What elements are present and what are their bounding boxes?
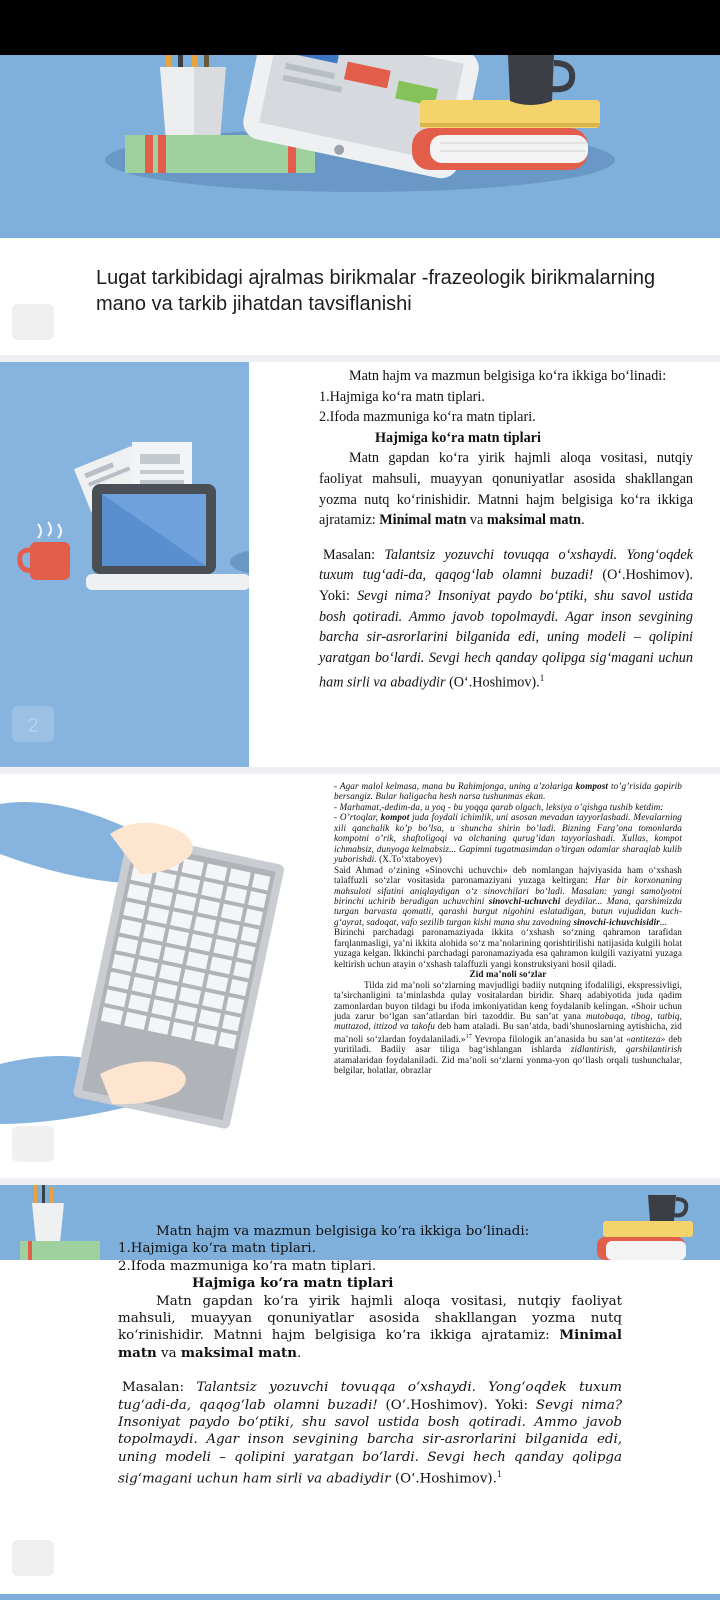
paragraph: Tilda zid ma’noli so‘zlarning mavjudligi badiiy nutqning ifodaliligi, ekspressivligi, ta’sirchanligini ta’minlashda qulay vositalardan biridir. Sharq adabiyotida juda qadim zamonlardan buyon tildagi bu ifoda imkoniyatidan keng foydalanib kelingan. «Shoir uchun juda zarur bo‘lgan san’atlardan biri tazoddir. Bu san’at yana mutobaqa, tibog, tatbiq, muttazod, ittizod va takofu deb ham ataladi. Bu san’atda, badi’shunoslarning aytishicha, zid ma’noli so‘zlardan foydalaniladi.»$^{17}$ Yevropa filologik an’anasida bu san’at «antiteza» deb yuritiladi. Badiiy asar tiliga bag‘ishlangan ishlarda zidlantirish, qarshilantirish atamalaridan foydalaniladi. Zid ma’noli so‘zlarni yonma-yon qo‘llash orqali tushunchalar, belgilar, holatlar, obrazlar bbox=[334, 979, 682, 1076]
slide-number-badge bbox=[12, 304, 54, 340]
slide-4[interactable] bbox=[0, 1185, 720, 1595]
keyboard-illustration bbox=[0, 774, 300, 1178]
paragraph: - Marhamat,-dedim-da, u yoq - bu yoqqa qarab olgach, leksiya o’qishga tushib ketdim: bbox=[334, 801, 664, 812]
laptop-illustration bbox=[0, 362, 249, 767]
list-item: 1.Hajmiga ko‘ra matn tiplari. bbox=[118, 1241, 316, 1257]
footnote-ref: 1 bbox=[539, 673, 545, 684]
paragraph: Matn gapdan ko‘ra yirik hajmli aloqa vositasi, nutqiy faoliyat mahsuli, muayyan qonuniyatlar asosida shakllangan yozma nutq ko‘rinishidir. Matnni hajm belgisiga ko‘ra ikkiga ajratamiz: Minimal matn va maksimal matn. bbox=[118, 1293, 622, 1361]
slide-3-text bbox=[334, 781, 682, 1076]
next-slide-edge bbox=[0, 1594, 720, 1600]
status-bar bbox=[0, 0, 720, 55]
section-heading: Hajmiga ko‘ra matn tiplari bbox=[192, 1275, 394, 1292]
example-paragraph: Masalan: Talantsiz yozuvchi tovuqqa o‘xshaydi. Yong‘oqdek tuxum tug‘adi-da, qaqog‘lab olamni buzadi! (O‘.Hoshimov). Yoki: Sevgi nima? Insoniyat paydo bo‘ptiki, shu savol ustida bosh qotiradi. Ammo javob topolmaydi. Agar inson sevgining barcha sir-asrorlarini bilganida edi, uning modeli – qolipini yaratgan bo‘lardi. Sevgi hech qanday qolipga sig‘magani uchun ham sirli va abadiydir (O‘.Hoshimov).$^1$ bbox=[118, 1380, 622, 1487]
slide-1[interactable] bbox=[0, 55, 720, 355]
banner-illustration bbox=[0, 55, 720, 238]
paragraph: Matn gapdan ko‘ra yirik hajmli aloqa vositasi, nutqiy faoliyat mahsuli, muayyan qonuniyatlar asosida shakllangan yozma nutq ko‘rinishidir. Matnni hajm belgisiga ko‘ra ikkiga ajratamiz: Minimal matn va maksimal matn. bbox=[319, 450, 693, 529]
list-item: 1.Hajmiga ko‘ra matn tiplari. bbox=[319, 388, 485, 405]
paragraph: - Agar malol kelmasa, mana bu Rahimjonga, uning a’zolariga kompost to’g’risida gapirib bersangiz. Bular haligacha hesh narsa tushunmas ekan. bbox=[334, 781, 682, 802]
slide-2-text bbox=[319, 366, 693, 694]
list-item: 2.Ifoda mazmuniga ko‘ra matn tiplari. bbox=[319, 409, 536, 426]
paragraph: Said Ahmad o‘zining «Sinovchi uchuvchi» deb nomlangan hajviyasida ham o‘xshash talaffuzli so‘zlar vositasida paronamaziyani yuzaga keltirgan: Har bir korxonaning mahsuloti sifatini aniqlaydigan o‘z sinovchilari bo‘ladi. Masalan: yangi samolyotni birinchi uchirib beradigan uchuvchini sinovchi-uchuvchi deydilar... Mana, qarshimizda turgan barvasta qomatli, qarashi burgut nigohini eslatadigan, butun vujudidan kuch-g‘ayrat, sadoqat, vafo sezilib turgan kishi mana shu zavodning sinovchi-ichuvchisidir... bbox=[334, 864, 682, 927]
section-heading: Zid ma’noli so‘zlar bbox=[469, 969, 547, 980]
intro-line: Matn hajm va mazmun belgisiga ko‘ra ikkiga bo‘linadi: bbox=[349, 368, 667, 384]
slide-3[interactable] bbox=[0, 774, 720, 1178]
intro-line: Matn hajm va mazmun belgisiga ko‘ra ikkiga bo‘linadi: bbox=[156, 1224, 530, 1239]
slide-title: Lugat tarkibidagi ajralmas birikmalar -frazeologik birikmalarning mano va tarkib jihatdan tavsiflanishi bbox=[96, 267, 656, 315]
footnote-ref: 1 bbox=[496, 1470, 502, 1480]
example-paragraph: Masalan: Talantsiz yozuvchi tovuqqa o‘xshaydi. Yong‘oqdek tuxum tug‘adi-da, qaqog‘lab olamni buzadi! (O‘.Hoshimov). Yoki: Sevgi nima? Insoniyat paydo bo‘ptiki, shu savol ustida bosh qotiradi. Ammo javob topolmaydi. Agar inson sevgining barcha sir-asrorlarini bilganida edi, uning modeli – qolipini yaratgan bo‘lardi. Sevgi hech qanday qolipga sig‘magani uchun ham sirli va abadiydir (O‘.Hoshimov).$^1$ bbox=[319, 546, 693, 692]
paragraph: Birinchi parchadagi paronamaziyada ikkita o‘xshash so‘zning qahramon tarafidan farqlanmasligi, ya’ni ikkita alohida so‘z ma’nolarining qorishtirilishi natijasida kulgili holat yuzaga kelgan. Ikkinchi parchadagi paronamaziyada esa qahramon kulgili vaziyatni yuzaga keltirish uchun atayin o‘xshash talaffuzli yangi konstruksiyani hosil qiladi. bbox=[334, 927, 682, 969]
slide-number-badge bbox=[12, 1540, 54, 1576]
slide-number: 2 bbox=[27, 715, 39, 737]
paragraph: - O’rtoqlar, kompot juda foydali ichimlik, uni asosan mevadan tayyorlashadi. Mevalarning xili qanchalik ko’p bo’lsa, u shuncha shirin bo’ladi. Bizning Farg’ona tomonlarda kompotni o’rik, shaftoligoqi va olchaning qurug’idan tayyorlashadi. Xullas, kompot ichmabsiz, dunyoga kelmabsiz... Gapimni tugatmasimdan o’tirgan odamlar sharaqlab kulib yuborishdi. (X.To’xtaboyev) bbox=[334, 812, 682, 865]
slide-2[interactable] bbox=[0, 362, 720, 767]
list-item: 2.Ifoda mazmuniga ko‘ra matn tiplari. bbox=[118, 1258, 377, 1274]
section-heading: Hajmiga ko‘ra matn tiplari bbox=[375, 429, 541, 446]
slide-4-text bbox=[118, 1223, 622, 1488]
